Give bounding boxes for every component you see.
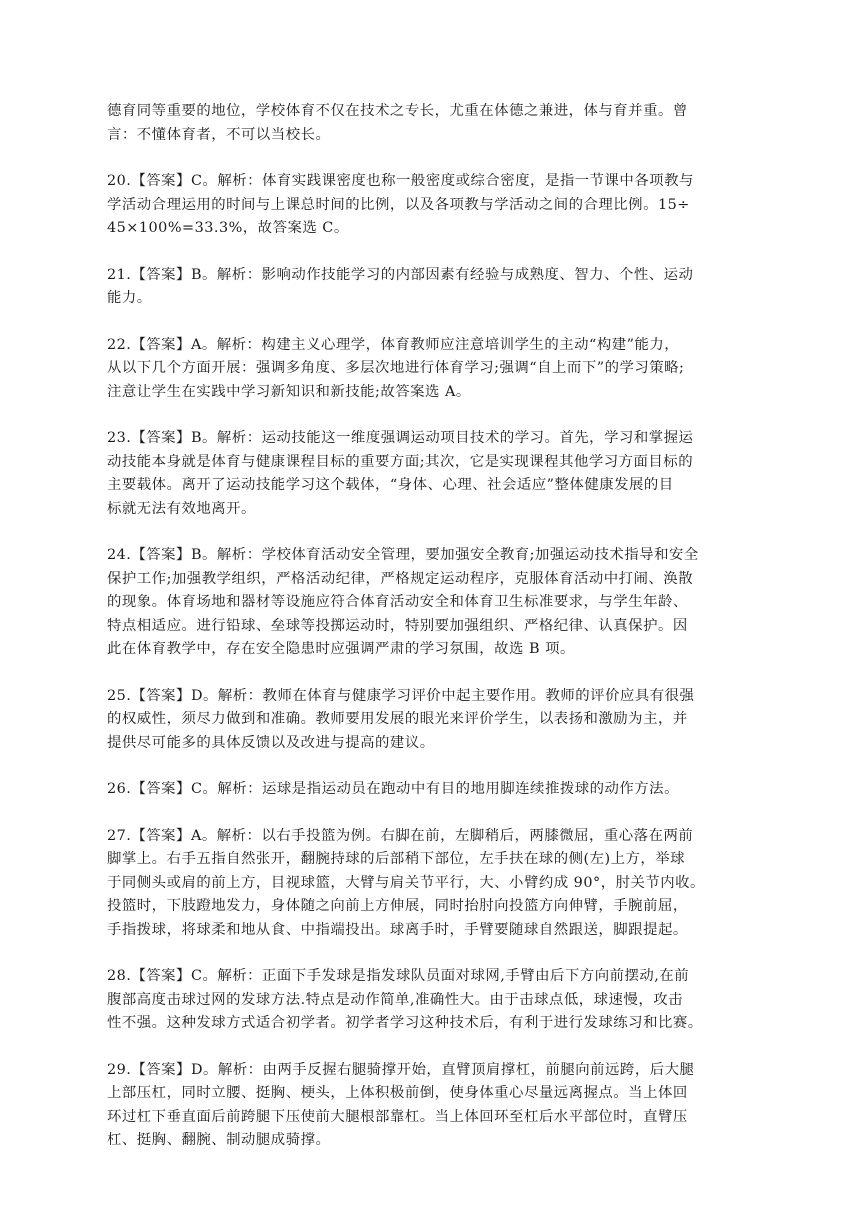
answer-paragraph (107, 334, 755, 405)
text-line: 德育同等重要的地位，学校体育不仅在技术之专长，尤重在体德之兼进，体与育并重。曾 (107, 103, 688, 119)
answer-paragraph (107, 427, 755, 521)
text-line: 能力。 (107, 290, 152, 306)
answer-paragraph (107, 965, 755, 1036)
text-line: 动技能本身就是体育与健康课程目标的重要方面;其次，它是实现课程其他学习方面目标的 (107, 453, 694, 470)
text-line: 特点相适应。进行铅球、垒球等投掷运动时，特别要加强组织、严格纪律、认真保护。因 (107, 617, 688, 634)
answer-paragraph (107, 544, 755, 662)
text-line: 24.【答案】B。解析：学校体育活动安全管理，要加强安全教育;加强运动技术指导和安全 (107, 547, 699, 563)
text-line: 保护工作;加强教学组织，严格活动纪律，严格规定运动程序，克服体育活动中打闹、涣散 (107, 570, 694, 587)
text-line: 投篮时，下肢蹬地发力，身体随之向前上方伸展，同时抬肘向投篮方向伸臂，手腕前屈， (107, 898, 688, 914)
text-line: 腹部高度击球过网的发球方法.特点是动作简单,准确性大。由于击球点低，球速慢，攻击 (107, 991, 683, 1008)
document-page (107, 100, 755, 1176)
text-line: 22.【答案】A。解析：构建主义心理学，体育教师应注意培训学生的主动“构建”能力， (107, 336, 680, 353)
text-line: 26.【答案】C。解析：运球是指运动员在跑动中有目的地用脚连续推拨球的动作方法。 (107, 781, 679, 797)
answer-paragraph (107, 1059, 755, 1153)
text-line: 于同侧头或肩的前上方，目视球篮，大臂与肩关节平行，大、小臂约成 90°，肘关节内收。 (107, 874, 705, 891)
text-line: 主要载体。离开了运动技能学习这个载体，“身体、心理、社会适应”整体健康发展的目 (107, 477, 674, 493)
text-line: 从以下几个方面开展：强调多角度、多层次地进行体育学习;强调“自上而下”的学习策略; (107, 360, 685, 376)
text-line: 的现象。体育场地和器材等设施应符合体育活动安全和体育卫生标准要求，与学生年龄、 (107, 594, 688, 610)
text-line: 23.【答案】B。解析：运动技能这一维度强调运动项目技术的学习。首先，学习和掌握运 (107, 430, 694, 446)
text-line: 言：不懂体育者，不可以当校长。 (107, 126, 331, 143)
text-line: 杠、挺胸、翻腕、制动腿成骑撑。 (107, 1132, 331, 1148)
answer-paragraph (107, 685, 755, 756)
text-line: 手指拨球，将球柔和地从食、中指端投出。球离手时，手臂要随球自然跟送，脚跟提起。 (107, 921, 688, 938)
answer-paragraph (107, 170, 755, 241)
text-line: 脚掌上。右手五指自然张开，翻腕持球的后部稍下部位，左手扶在球的侧(左)上方，举球 (107, 851, 686, 867)
text-line: 环过杠下垂直面后前跨腿下压使前大腿根部靠杠。当上体回环至杠后水平部位时，直臂压 (107, 1108, 688, 1125)
text-line: 25.【答案】D。解析：教师在体育与健康学习评价中起主要作用。教师的评价应具有很强 (107, 687, 695, 704)
text-line: 提供尽可能多的具体反馈以及改进与提高的建议。 (107, 734, 435, 751)
answer-paragraph (107, 100, 755, 147)
text-line: 20.【答案】C。解析：体育实践课密度也称一般密度或综合密度，是指一节课中各项教与 (107, 173, 694, 189)
text-line: 28.【答案】C。解析：正面下手发球是指发球队员面对球网,手臂由后下方向前摆动,在前 (107, 968, 690, 984)
text-line: 上部压杠，同时立腰、挺胸、梗头，上体积极前倒，使身体重心尽量远离握点。当上体回 (107, 1085, 688, 1101)
text-line: 学活动合理运用的时间与上课总时间的比例，以及各项教与学活动之间的合理比例。15÷ (107, 196, 690, 213)
text-line: 此在体育教学中，存在安全隐患时应强调严肃的学习氛围，故选 B 项。 (107, 641, 575, 657)
text-line: 21.【答案】B。解析：影响动作技能学习的内部因素有经验与成熟度、智力、个性、运动 (107, 266, 694, 283)
text-line: 性不强。这种发球方式适合初学者。初学者学习这种技术后，有利于进行发球练习和比赛。 (107, 1015, 703, 1031)
answer-paragraph (107, 264, 755, 311)
text-line: 27.【答案】A。解析：以右手投篮为例。右脚在前，左脚稍后，两膝微屈，重心落在两前 (107, 827, 694, 844)
text-line: 注意让学生在实践中学习新知识和新技能;故答案选 A。 (107, 383, 471, 400)
text-line: 的权威性，须尽力做到和准确。教师要用发展的眼光来评价学生，以表扬和激励为主，并 (107, 711, 688, 727)
text-line: 标就无法有效地离开。 (107, 500, 256, 517)
answer-paragraph (107, 778, 755, 802)
text-line: 45×100%=33.3%，故答案选 C。 (107, 220, 349, 236)
answer-paragraph (107, 825, 755, 943)
text-line: 29.【答案】D。解析：由两手反握右腿骑撑开始，直臂顶肩撑杠，前腿向前远跨，后大腿 (107, 1061, 695, 1078)
